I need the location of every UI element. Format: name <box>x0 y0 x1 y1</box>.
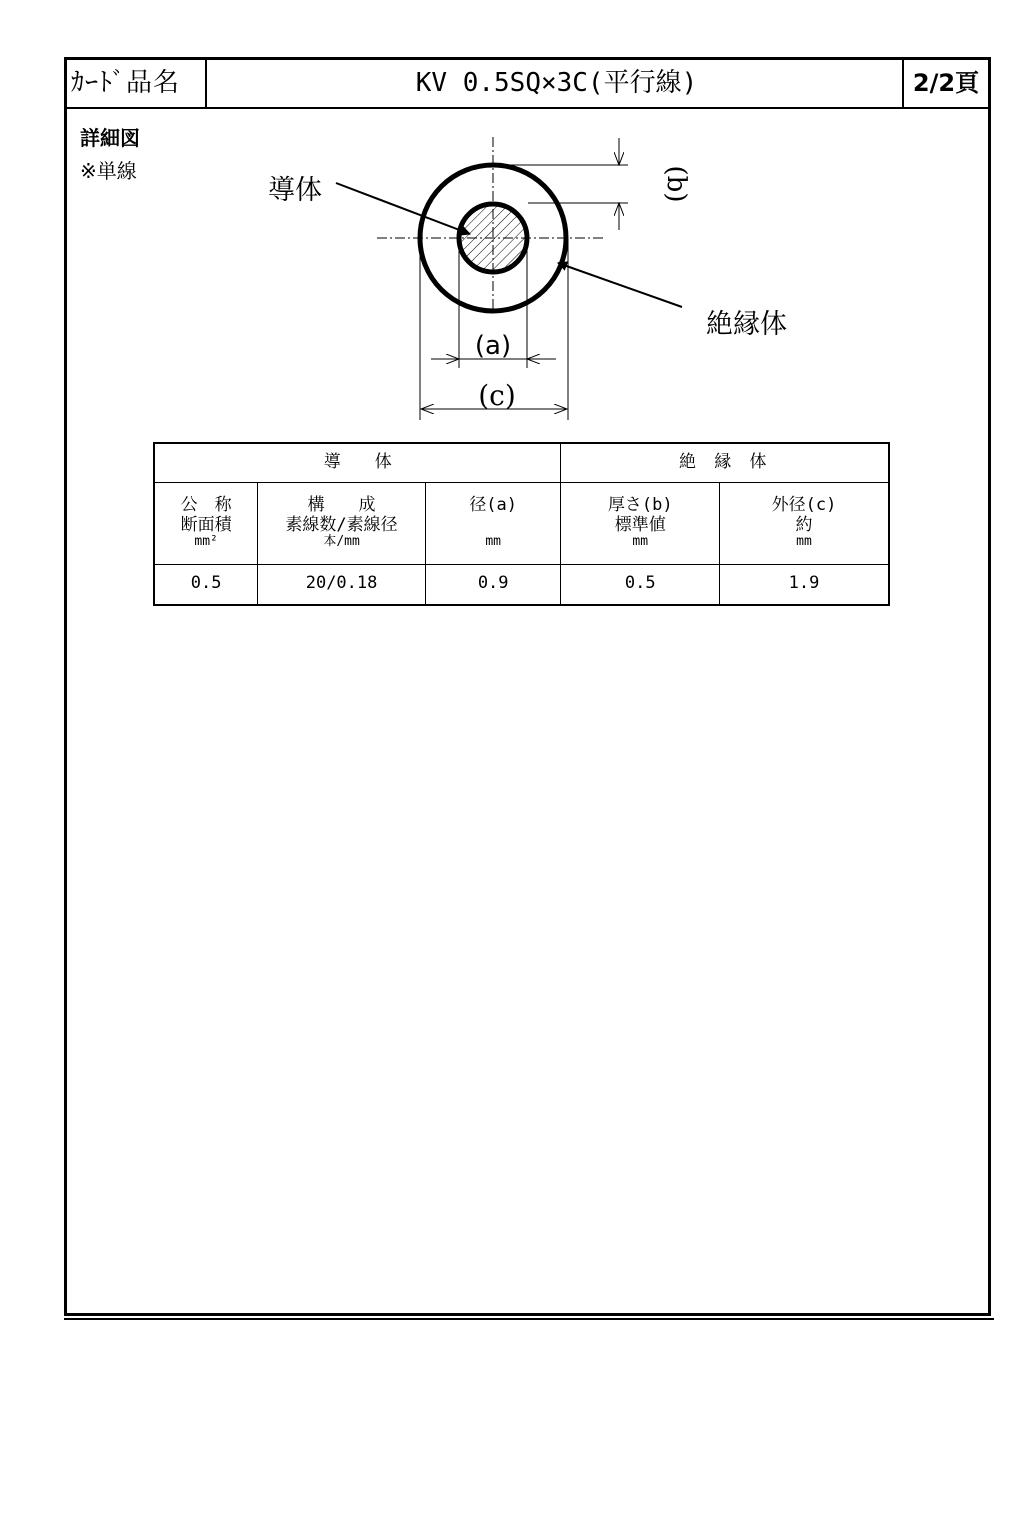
cell-composition: 20/0.18 <box>258 564 426 605</box>
conductor-leader-arrow <box>336 183 470 234</box>
table-group-header-row <box>154 443 889 482</box>
cable-cross-section-diagram <box>0 0 1034 440</box>
column-header-composition: 構 成 素線数/素線径 本/mm <box>258 482 426 564</box>
column-header-thickness-b: 厚さ(b) 標準値 mm <box>561 482 720 564</box>
table-row <box>154 564 889 605</box>
cell-outer-diameter-c: 1.9 <box>719 564 889 605</box>
dim-b-label: (b) <box>661 165 691 203</box>
insulator-leader-arrow <box>558 263 682 307</box>
cell-diameter-a: 0.9 <box>425 564 561 605</box>
cell-nominal-area: 0.5 <box>154 564 258 605</box>
insulator-label: 絶縁体 <box>706 309 787 340</box>
page-number: 2/2頁 <box>902 60 988 107</box>
conductor-circle <box>459 204 527 272</box>
product-title: KV 0.5SQ×3C(平行線) <box>415 68 698 98</box>
column-header-outer-diameter-c: 外径(c) 約 mm <box>719 482 889 564</box>
detail-section-note: ※単線 <box>80 159 137 183</box>
specification-table <box>153 442 890 606</box>
column-header-nominal-area: 公 称 断面積 mm² <box>154 482 258 564</box>
insulator-group-header: 絶 縁 体 <box>561 443 889 482</box>
detail-section-title: 詳細図 <box>80 126 140 150</box>
cell-thickness-b: 0.5 <box>561 564 720 605</box>
table-column-header-row <box>154 482 889 564</box>
dim-a-label: (a) <box>474 331 512 361</box>
product-name-label: ｶｰﾄﾞ品名 <box>67 60 207 107</box>
bottom-rule <box>64 1318 994 1320</box>
dim-c-label: (c) <box>478 379 516 412</box>
conductor-label: 導体 <box>268 175 322 206</box>
conductor-group-header: 導 体 <box>154 443 561 482</box>
column-header-diameter-a: 径(a) mm <box>425 482 561 564</box>
